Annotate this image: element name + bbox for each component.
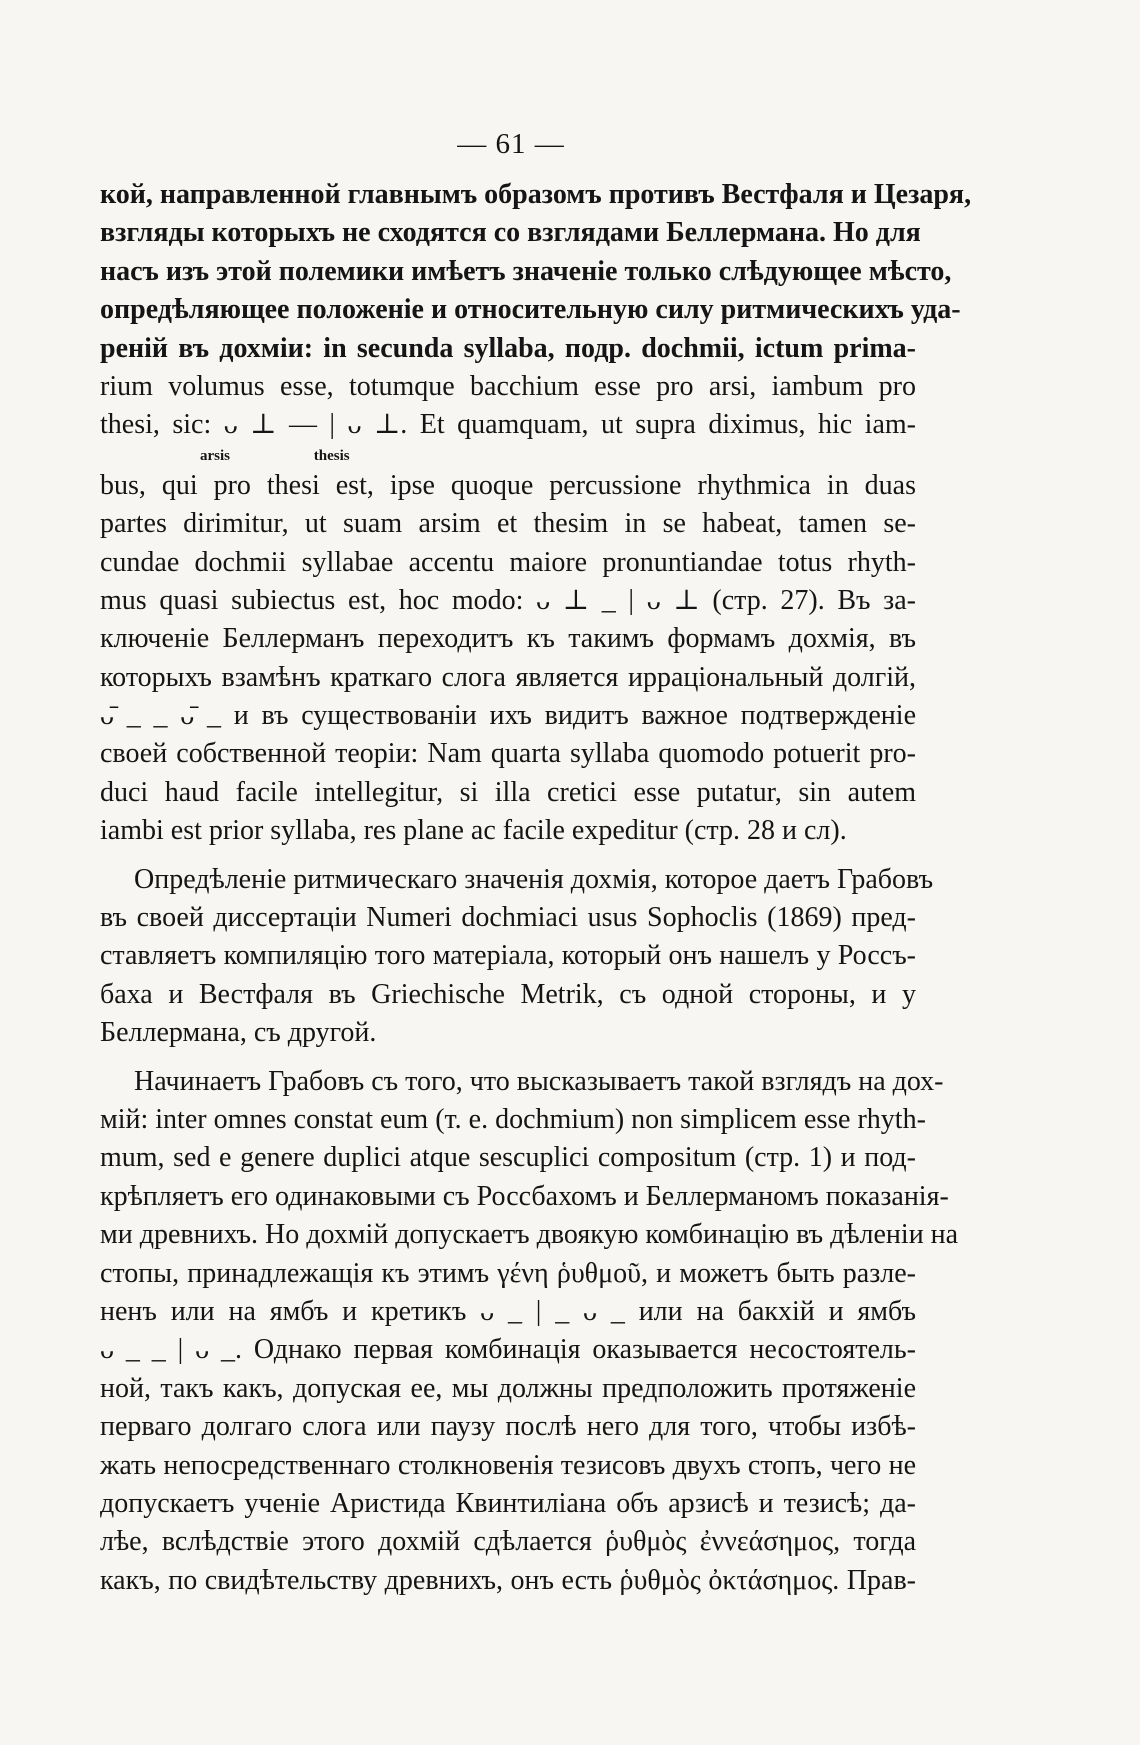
text-line: rium volumus esse, totumque bacchium esse pro arsi, iambum pro <box>100 370 916 402</box>
text-line: iambi est prior syllaba, res plane ac facile expeditur (стр. 28 и сл). <box>100 815 847 847</box>
text-line: ᴗ _ _ | ᴗ _. Однако первая комбинація оказывается несостоятель- <box>100 1334 916 1366</box>
text-line: насъ изъ этой полемики имѣетъ значеніе только слѣдующее мѣсто, <box>100 255 952 287</box>
text-line: ключеніе Беллерманъ переходитъ къ такимъ формамъ дохмія, въ <box>100 623 916 655</box>
text-line: стопы, принадлежащія къ этимъ γένη ῥυθμοῦ, и можетъ быть разле- <box>100 1257 916 1289</box>
text-line: duci haud facile intellegitur, si illa cretici esse putatur, sin autem <box>100 776 916 808</box>
paragraph-1 <box>100 176 972 851</box>
text-line: bus, qui pro thesi est, ipse quoque percussione rhythmica in duas <box>100 469 916 501</box>
thesis-label: thesis <box>313 447 350 464</box>
text-line: допускаетъ ученіе Аристида Квинтиліана объ арзисѣ и тезисѣ; да- <box>100 1487 916 1519</box>
text-line: ненъ или на ямбъ и кретикъ ᴗ _ | _ ᴗ _ или на бакхій и ямбъ <box>100 1295 916 1327</box>
text-line: крѣпляетъ его одинаковыми съ Россбахомъ и Беллерманомъ показанія- <box>100 1180 949 1212</box>
page-body <box>100 176 972 1600</box>
text-line: Опредѣленіе ритмическаго значенія дохмія, которое даетъ Грабовъ <box>134 863 934 895</box>
text-line: которыхъ взамѣнъ краткаго слога является ирраціональный долгій, <box>100 661 916 693</box>
paragraph-3 <box>100 1063 959 1600</box>
text-line: реній въ дохміи: in secunda syllaba, подр. dochmii, ictum prima- <box>100 332 916 364</box>
text-line: mum, sed e genere duplici atque sescuplici compositum (стр. 1) и под- <box>100 1142 916 1174</box>
text-line: взгляды которыхъ не сходятся со взглядами Беллермана. Но для <box>100 217 921 249</box>
text-line: перваго долгаго слога или паузу послѣ него для того, чтобы избѣ- <box>100 1411 916 1443</box>
scansion-labels <box>100 445 916 467</box>
page-number: — 61 — <box>457 128 565 160</box>
arsis-label: arsis <box>200 447 230 464</box>
text-line: кой, направленной главнымъ образомъ противъ Вестфаля и Цезаря, <box>100 179 972 210</box>
text-line: баха и Вестфаля въ Griechische Metrik, съ одной стороны, и у <box>100 978 916 1010</box>
text-line: мій: inter omnes constat eum (т. е. dochmium) non simplicem esse rhyth- <box>100 1103 926 1135</box>
text-line: опредѣляющее положеніе и относительную силу ритмическихъ уда- <box>100 294 961 326</box>
text-line: какъ, по свидѣтельству древнихъ, онъ есть ῥυθμὸς ὀκτάσημος. Прав- <box>100 1564 916 1596</box>
text-line: cundae dochmii syllabae accentu maiore pronuntiandae totus rhyth- <box>100 546 916 578</box>
text-line: Беллермана, съ другой. <box>100 1017 377 1049</box>
paragraph-2 <box>100 861 934 1053</box>
text-line: ми древнихъ. Но дохмій допускаетъ двоякую комбинацію въ дѣленіи на <box>100 1219 959 1251</box>
text-line: въ своей диссертаціи Numeri dochmiaci usus Sophoclis (1869) пред- <box>100 902 916 934</box>
text-line: ставляетъ компиляцію того матеріала, который онъ нашелъ у Россъ- <box>100 940 916 972</box>
text-line: лѣе, вслѣдствіе этого дохмій сдѣлается ῥυθμὸς ἐννεάσημος, тогда <box>100 1526 916 1558</box>
text-line: жать непосредственнаго столкновенія тезисовъ двухъ стопъ, чего не <box>100 1449 916 1481</box>
text-line: ной, такъ какъ, допуская ее, мы должны предположить протяженіе <box>100 1372 916 1404</box>
text-line: своей собственной теоріи: Nam quarta syllaba quomodo potuerit pro- <box>100 738 916 770</box>
text-line: thesi, sic: ᴗ ⊥ — | ᴗ ⊥. Et quamquam, ut supra diximus, hic iam- <box>100 409 916 441</box>
text-line: partes dirimitur, ut suam arsim et thesim in se habeat, tamen se- <box>100 508 916 540</box>
text-line: Начинаетъ Грабовъ съ того, что высказываетъ такой взглядъ на дох- <box>134 1065 944 1097</box>
text-line: ᴗ̄ _ _ ᴗ̄ _ и въ существованіи ихъ видитъ важное подтвержденіе <box>100 700 916 732</box>
text-line: mus quasi subiectus est, hoc modo: ᴗ ⊥ _ | ᴗ ⊥ (стр. 27). Въ за- <box>100 584 916 616</box>
